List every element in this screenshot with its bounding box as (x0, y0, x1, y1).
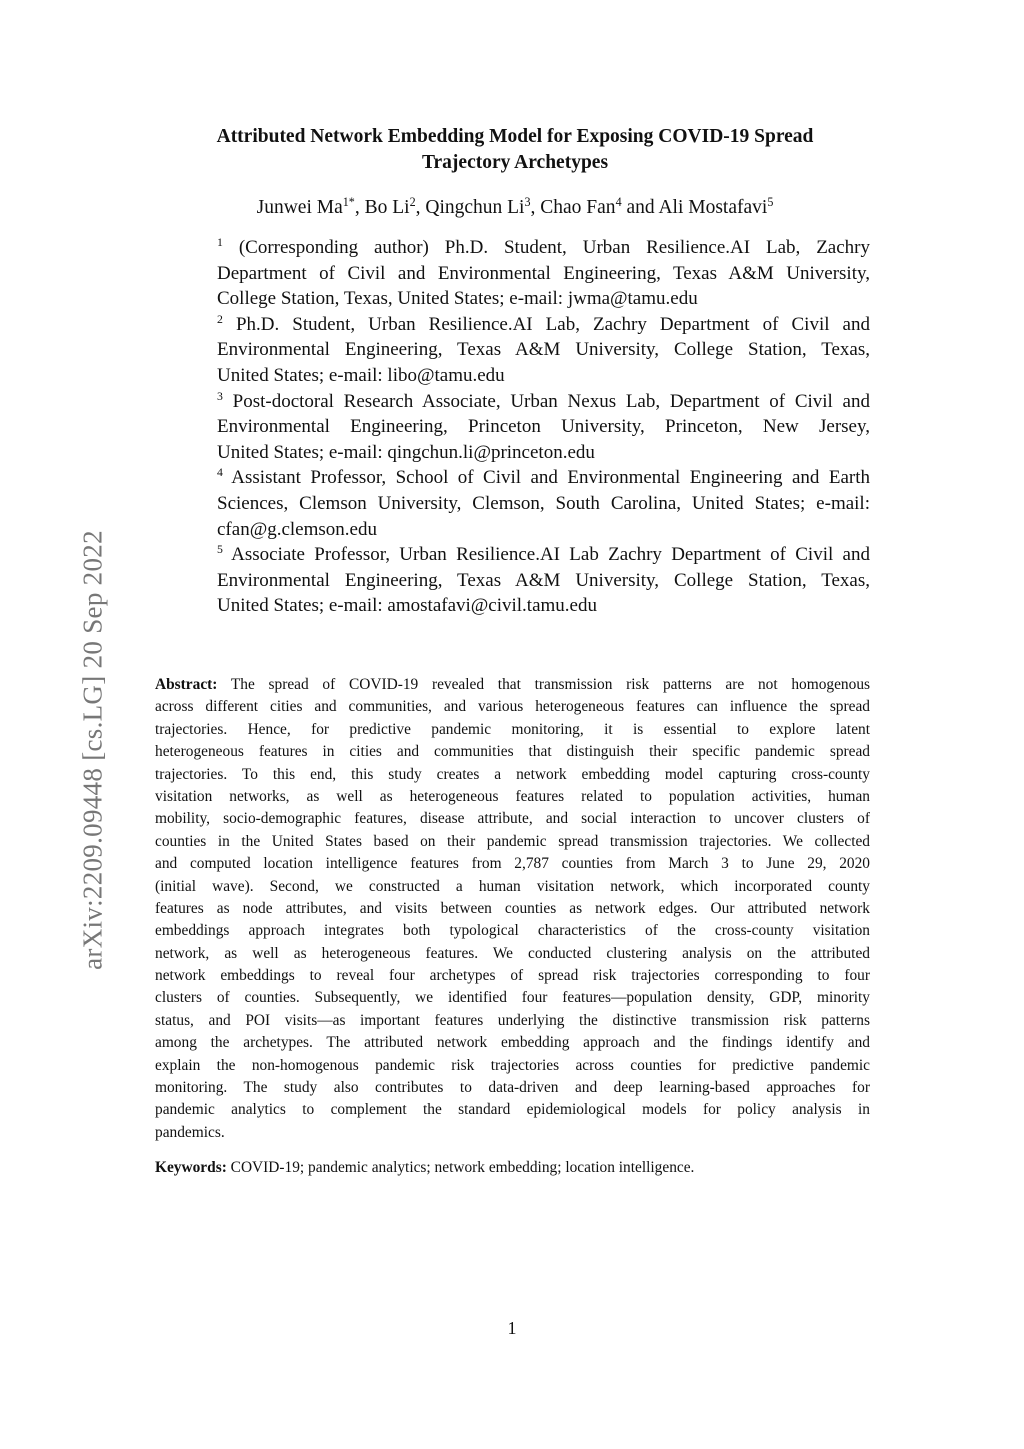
author-separator: , (354, 197, 365, 218)
affiliation-line (217, 440, 870, 466)
affiliation-number: 3 (217, 389, 223, 403)
affiliation-line (217, 286, 870, 312)
abstract-line (155, 1122, 870, 1144)
affiliation-text: United States; e-mail: qingchun.li@princeton.edu (217, 441, 595, 463)
abstract-text: (initial wave). Second, we constructed a human visitation network, which incorporated county (155, 877, 870, 895)
affiliation-line (217, 389, 870, 415)
abstract-label: Abstract: (155, 676, 218, 693)
affiliation-line (217, 465, 870, 491)
affiliation-line (217, 491, 870, 517)
abstract-line (155, 1032, 870, 1054)
abstract-text: network embeddings to reveal four archetypes of spread risk trajectories corresponding to four (155, 967, 870, 985)
page-number: 1 (507, 1318, 517, 1338)
abstract-text: visitation networks, as well as heterogeneous features related to population activities, human (155, 787, 870, 805)
author-list (150, 194, 880, 219)
affiliation-line (217, 593, 870, 619)
abstract-line (155, 719, 870, 741)
author-superscript: 5 (767, 194, 774, 209)
abstract-text: trajectories. Hence, for predictive pandemic monitoring, it is essential to explore latent (155, 720, 870, 738)
affiliation-line (217, 517, 870, 543)
abstract-text: explain the non-homogenous pandemic risk trajectories across counties for predictive pandemic (155, 1056, 870, 1074)
author-name: Bo Li (364, 197, 410, 218)
affiliation-number: 5 (217, 543, 223, 557)
abstract-text: monitoring. The study also contributes to data-driven and deep learning-based approaches for (155, 1079, 870, 1097)
abstract-text: among the archetypes. The attributed network embedding approach and the findings identify and (155, 1034, 870, 1052)
abstract-line (155, 764, 870, 786)
author-separator: , (530, 197, 541, 218)
abstract-text: pandemics. (155, 1123, 225, 1141)
keywords (155, 1157, 694, 1179)
affiliation-line (217, 414, 870, 440)
abstract-text: and computed location intelligence features from 2,787 counties from March 3 to June 29, 2020 (155, 855, 870, 873)
abstract-line (155, 987, 870, 1009)
affiliation-text: Department of Civil and Environmental Engineering, Texas A&M University, (217, 262, 870, 284)
abstract-line (155, 920, 870, 942)
paper-title (150, 124, 880, 176)
affiliation-number: 2 (217, 312, 223, 326)
affiliation-text: (Corresponding author) Ph.D. Student, Urban Resilience.AI Lab, Zachry (222, 237, 870, 258)
affiliation-text: Sciences, Clemson University, Clemson, South Carolina, United States; e-mail: (217, 492, 870, 514)
author-superscript: 2 (409, 194, 416, 209)
abstract-line (155, 1077, 870, 1099)
affiliation-line (217, 312, 870, 338)
arxiv-stamp: arXiv:2209.09448 [cs.LG] 20 Sep 2022 (77, 530, 108, 970)
affiliation-text: Environmental Engineering, Texas A&M University, College Station, Texas, (217, 569, 870, 591)
abstract-text: pandemic analytics to complement the standard epidemiological models for policy analysis in (155, 1101, 870, 1119)
abstract-text: mobility, socio-demographic features, disease attribute, and social interaction to uncover clusters of (155, 810, 870, 828)
abstract-line (155, 853, 870, 875)
abstract-line (155, 808, 870, 830)
author-superscript: 4 (615, 194, 622, 209)
abstract-text: features as node attributes, and visits between counties as network edges. Our attributed network (155, 899, 870, 917)
author-name: Ali Mostafavi (658, 197, 768, 218)
author-name: Junwei Ma (256, 197, 343, 218)
abstract-text: across different cities and communities, and various heterogeneous features can influence the spread (155, 698, 870, 716)
author-separator: and (621, 197, 659, 218)
abstract-line (155, 696, 870, 718)
affiliation-text: United States; e-mail: libo@tamu.edu (217, 364, 505, 386)
abstract-line (155, 831, 870, 853)
abstract-text: The spread of COVID-19 revealed that transmission risk patterns are not homogenous (217, 676, 870, 693)
affiliation-line (217, 363, 870, 389)
abstract-line (155, 898, 870, 920)
abstract-text: trajectories. To this end, this study creates a network embedding model capturing cross-county (155, 765, 870, 783)
affiliation-text: United States; e-mail: amostafavi@civil.tamu.edu (217, 595, 597, 617)
affiliation-text: Environmental Engineering, Princeton University, Princeton, New Jersey, (217, 416, 870, 438)
affiliation-text: cfan@g.clemson.edu (217, 518, 377, 540)
affiliation-line (217, 568, 870, 594)
keywords-text: COVID-19; pandemic analytics; network embedding; location intelligence. (226, 1159, 695, 1176)
affiliation-text: Environmental Engineering, Texas A&M University, College Station, Texas, (217, 339, 870, 361)
abstract-text: network, as well as heterogeneous features. We conducted clustering analysis on the attributed (155, 944, 870, 962)
author-name: Chao Fan (540, 197, 616, 218)
abstract-line (155, 876, 870, 898)
abstract-line (155, 1010, 870, 1032)
abstract-text: counties in the United States based on their pandemic spread transmission trajectories. We collected (155, 832, 870, 850)
author-name: Qingchun Li (425, 197, 525, 218)
affiliation-line (217, 542, 870, 568)
abstract-line (155, 674, 870, 696)
affiliation-text: Assistant Professor, School of Civil and Environmental Engineering and Earth (222, 467, 870, 489)
title-line: Attributed Network Embedding Model for Exposing COVID-19 Spread (216, 126, 814, 147)
abstract-line (155, 786, 870, 808)
abstract-text: heterogeneous features in cities and communities that distinguish their specific pandemic spread (155, 743, 870, 761)
affiliations (217, 235, 870, 619)
affiliation-number: 1 (217, 235, 223, 249)
title-line: Trajectory Archetypes (421, 152, 609, 173)
abstract-line (155, 943, 870, 965)
abstract-text: status, and POI visits—as important features underlying the distinctive transmission risk patterns (155, 1011, 870, 1029)
abstract (155, 674, 870, 1144)
affiliation-text: Ph.D. Student, Urban Resilience.AI Lab, Zachry Department of Civil and (222, 313, 870, 335)
affiliation-text: Associate Professor, Urban Resilience.AI Lab Zachry Department of Civil and (222, 544, 870, 566)
abstract-line (155, 965, 870, 987)
author-separator: , (415, 197, 426, 218)
affiliation-number: 4 (217, 466, 223, 480)
affiliation-line (217, 337, 870, 363)
abstract-line (155, 1055, 870, 1077)
author-superscript: 3 (524, 194, 531, 209)
affiliation-text: Post-doctoral Research Associate, Urban Nexus Lab, Department of Civil and (222, 390, 870, 412)
affiliation-line (217, 235, 870, 261)
abstract-line (155, 1099, 870, 1121)
abstract-text: embeddings approach integrates both typological characteristics of the cross-county visitation (155, 922, 870, 940)
abstract-line (155, 741, 870, 763)
affiliation-text: College Station, Texas, United States; e-mail: jwma@tamu.edu (217, 288, 698, 310)
keywords-label: Keywords: (155, 1159, 227, 1176)
affiliation-line (217, 261, 870, 287)
author-superscript: 1* (342, 194, 355, 209)
abstract-text: clusters of counties. Subsequently, we identified four features—population density, GDP, minority (155, 989, 870, 1007)
